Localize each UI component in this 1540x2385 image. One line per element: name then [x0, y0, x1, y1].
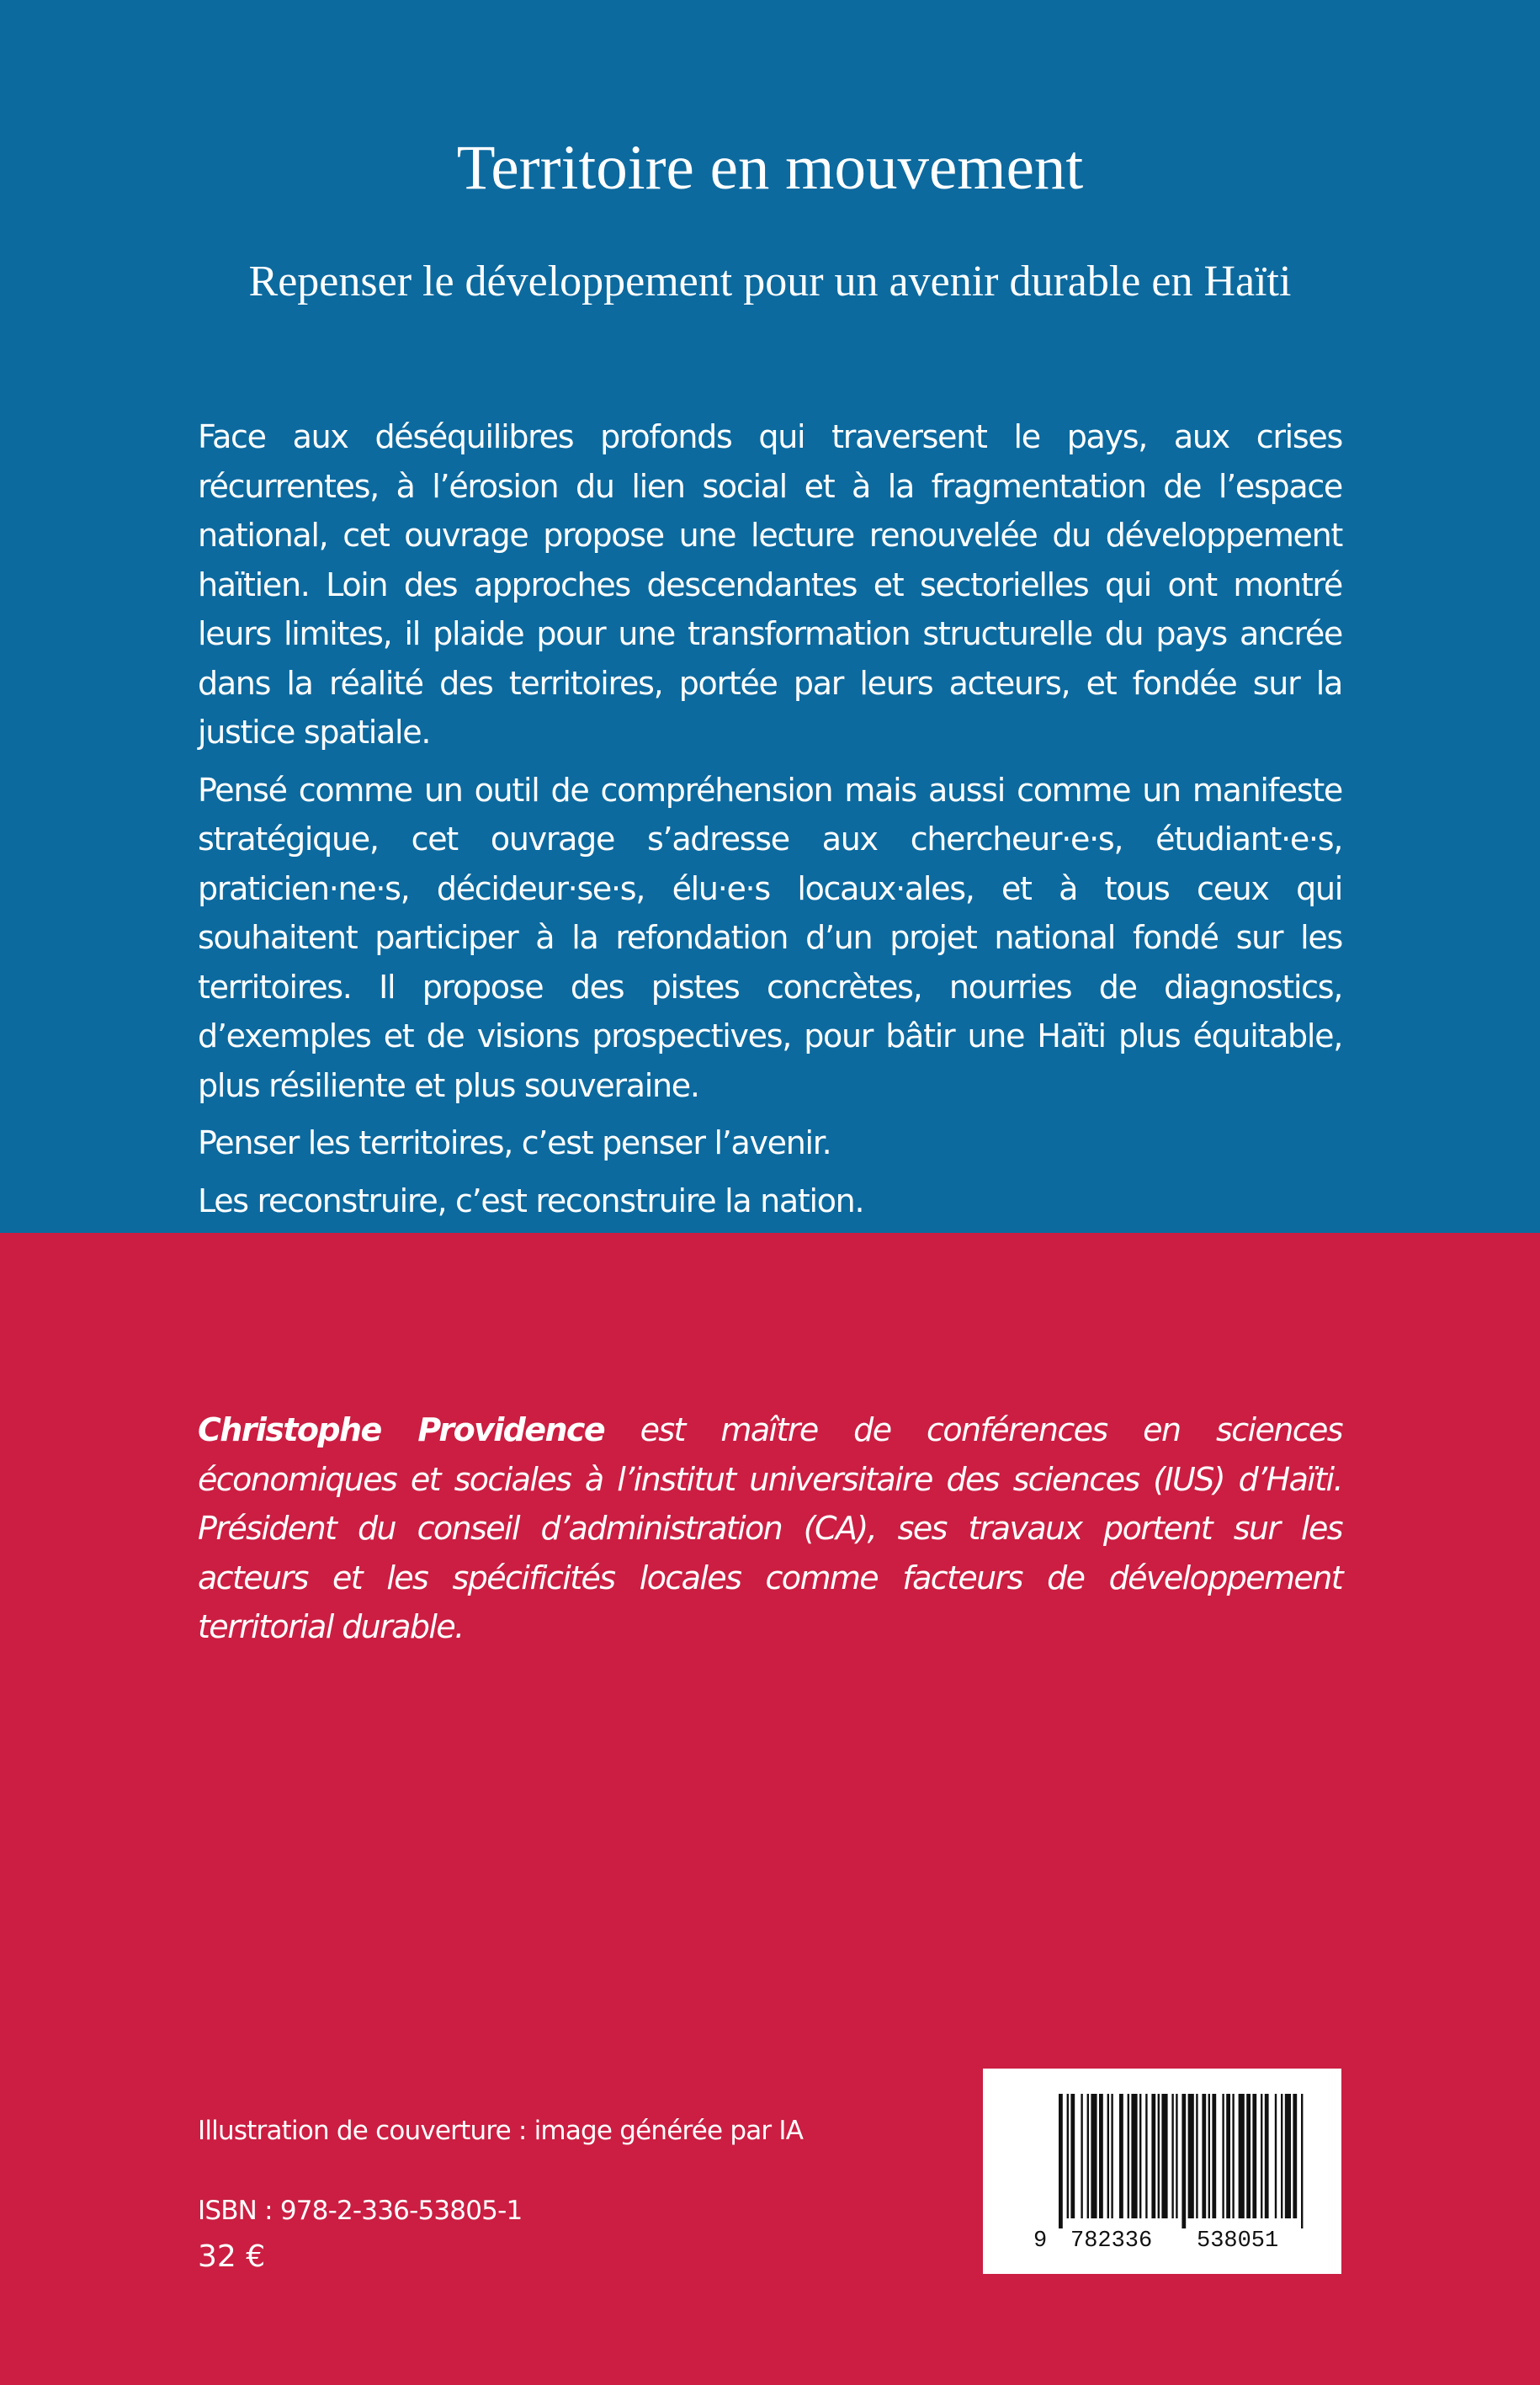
barcode-bar [1293, 2094, 1297, 2218]
barcode-bar [1301, 2094, 1303, 2228]
barcode-bar [1182, 2094, 1186, 2228]
barcode-bar [1099, 2094, 1103, 2218]
barcode-left-digits: 782336 [1070, 2228, 1153, 2254]
barcode-bar [1070, 2094, 1075, 2218]
barcode-bar [1161, 2094, 1167, 2218]
barcode-first-digit: 9 [1033, 2228, 1048, 2254]
barcode-bar [1252, 2094, 1256, 2218]
barcode-bar [1265, 2094, 1269, 2218]
barcode-bar [1145, 2094, 1147, 2218]
book-subtitle: Repenser le développement pour un avenir durable en Haïti [248, 258, 1292, 305]
barcode-bar [1158, 2094, 1160, 2218]
illustration-credit: Illustration de couverture : image générée par IA [198, 2116, 804, 2146]
barcode-bar [1261, 2094, 1262, 2218]
barcode-bar [1226, 2094, 1230, 2218]
barcode-bar [1128, 2094, 1129, 2218]
barcode-bar [1081, 2094, 1082, 2218]
blurb-paragraph: Face aux déséquilibres profonds qui traversent le pays, aux crises récurrentes, à l’érosion du lien social et à la fragmentation de l’espace national, cet ouvrage propose une lecture renouvelée du développement haïtien. Loin des approches descendantes et sectorielles qui ont montré leurs limites, il plaide pour une transformation structurelle du pays ancrée dans la réalité des territoires, portée par leurs acteurs, et fondée sur la justice spatiale. [198, 418, 1342, 751]
barcode-bar [1151, 2094, 1155, 2218]
barcode-bar [1196, 2094, 1197, 2218]
barcode-bar [1059, 2094, 1063, 2228]
barcode-digits [983, 2228, 1341, 2262]
author-name: Christophe Providence [198, 1411, 604, 1448]
barcode-bar [1111, 2094, 1113, 2218]
barcode-bar [1232, 2094, 1234, 2218]
barcode-bar [1188, 2094, 1194, 2218]
barcode-bar [1171, 2094, 1173, 2218]
barcode-bar [1208, 2094, 1210, 2218]
barcode-bar [1139, 2094, 1141, 2218]
barcode-bar [1131, 2094, 1137, 2218]
barcode-bar [1091, 2094, 1097, 2218]
barcode-bar [1246, 2094, 1251, 2218]
blurb [198, 412, 1342, 1234]
blurb-paragraph: Les reconstruire, c’est reconstruire la nation. [198, 1182, 864, 1219]
barcode-bar [1067, 2094, 1069, 2218]
author-bio [198, 1405, 1342, 1652]
barcode-bar [1281, 2094, 1282, 2218]
blurb-paragraph: Penser les territoires, c’est penser l’avenir. [198, 1124, 831, 1161]
barcode-bar [1087, 2094, 1089, 2218]
barcode-bar [1212, 2094, 1216, 2218]
barcode-bar [1107, 2094, 1109, 2218]
barcode-bar [1202, 2094, 1206, 2218]
barcode-bar [1239, 2094, 1245, 2218]
price: 32 € [198, 2239, 266, 2274]
barcode-bar [1176, 2094, 1177, 2218]
barcode [983, 2069, 1341, 2274]
blurb-paragraph: Pensé comme un outil de compréhension mais aussi comme un manifeste stratégique, cet ouvrage s’adresse aux chercheur·e·s, étudiant·e·s, praticien·ne·s, décideur·se·s, élu·e·s locaux·ales, et à tous ceux qui souhaitent participer à la refondation d’un projet national fondé sur les territoires. Il propose des pistes concrètes, nourries de diagnostics, d’exemples et de visions prospectives, pour bâtir une Haïti plus équitable, plus résiliente et plus souveraine. [198, 771, 1342, 1104]
isbn: ISBN : 978-2-336-53805-1 [198, 2196, 523, 2226]
barcode-bar [1119, 2094, 1123, 2218]
barcode-bar [1285, 2094, 1291, 2218]
author-bio-text: est maître de conférences en sciences économiques et sociales à l’institut universitaire des sciences (IUS) d’Haïti. Président du conseil d’administration (CA), ses travaux portent sur les acteurs et les spécificités locales comme facteurs de développement territorial durable. [198, 1411, 1342, 1645]
barcode-right-digits: 538051 [1197, 2228, 1279, 2254]
book-title: Territoire en mouvement [456, 133, 1084, 203]
barcode-bar [1222, 2094, 1224, 2218]
barcode-bar [1275, 2094, 1277, 2218]
